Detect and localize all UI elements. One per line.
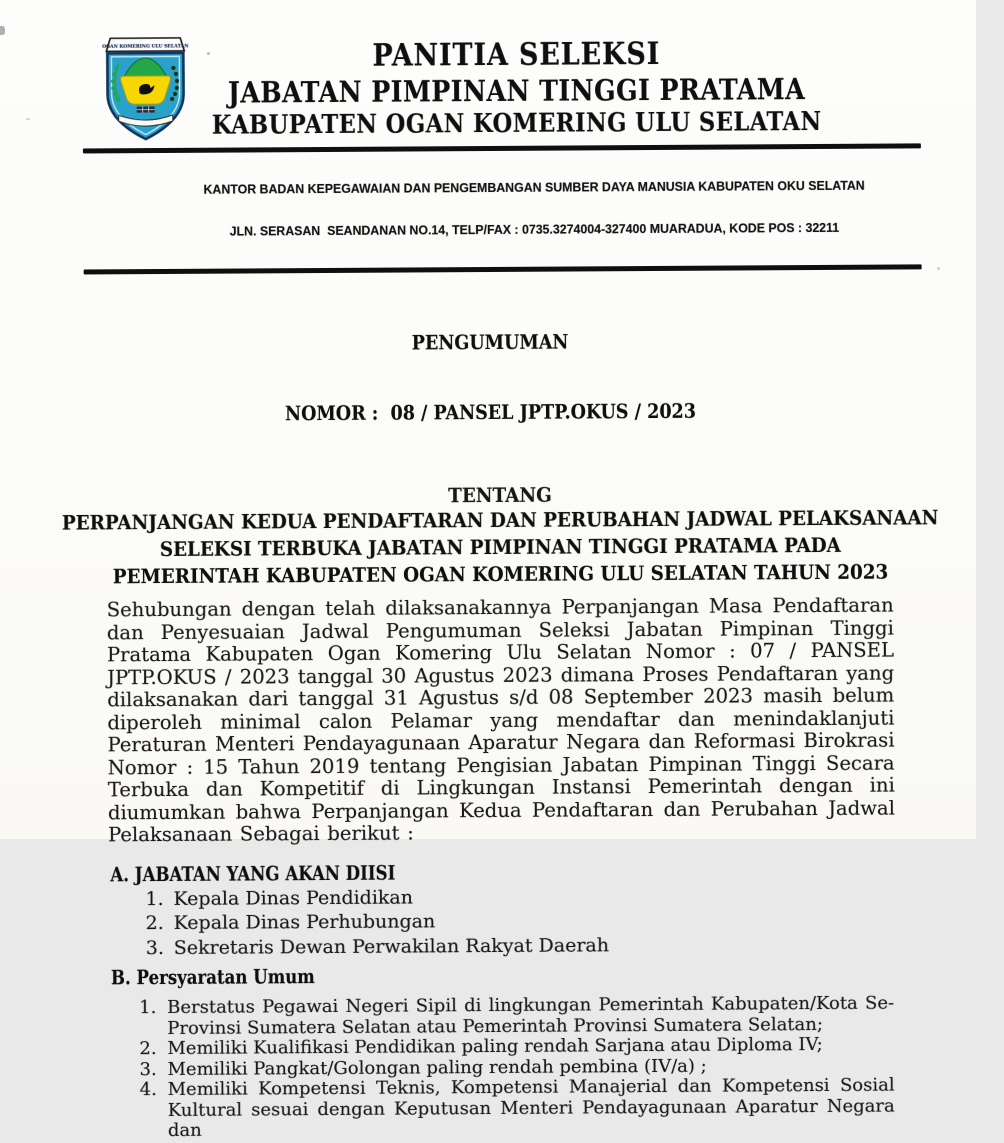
section-a-list: [145, 883, 893, 960]
subject-title: [41, 504, 959, 591]
pengumuman-heading: PENGUMUMAN: [51, 328, 930, 357]
list-item-number: 1.: [139, 998, 167, 1039]
letterhead-title-3: KABUPATEN OGAN KOMERING ULU SELATAN: [92, 106, 941, 141]
list-item-number: 2.: [146, 911, 174, 935]
section-b-heading: B. Persyaratan Umum: [111, 962, 851, 991]
nomor-line: NOMOR : 08 / PANSEL JPTP.OKUS / 2023: [51, 398, 930, 427]
announcement-heading-block: [51, 281, 931, 474]
scan-speckle: [207, 52, 210, 55]
subject-line: PERPANJANGAN KEDUA PENDAFTARAN DAN PERUBAHAN JADWAL PELAKSANAAN: [41, 504, 959, 537]
office-address-line-1: KANTOR BADAN KEPEGAWAIAN DAN PENGEMBANGAN SUMBER DAYA MANUSIA KABUPATEN OKU SELATAN: [71, 178, 998, 198]
list-item: [140, 1076, 895, 1142]
list-item-text: Memiliki Pangkat/Golongan paling rendah pembina (IV/a) ;: [167, 1055, 894, 1080]
list-item-number: 2.: [139, 1039, 167, 1060]
list-item-number: 4.: [140, 1080, 168, 1142]
letterhead: [0, 0, 977, 142]
letterhead-title-2: JABATAN PIMPINAN TINGGI PRATAMA: [92, 71, 941, 111]
list-item-number: 3.: [146, 936, 174, 960]
tentang-label: TENTANG: [41, 481, 959, 510]
list-item-text: Sekretaris Dewan Perwakilan Rakyat Daerah: [174, 931, 894, 960]
scan-speckle: [0, 26, 5, 35]
list-item-number: 3.: [139, 1060, 167, 1081]
office-address: [70, 150, 998, 268]
list-item-number: 1.: [145, 887, 173, 911]
list-item-text: Memiliki Kompetensi Teknis, Kompetensi Manajerial dan Kompetensi Sosial Kultural sesuai dengan Keputusan Menteri Pendayagunaan Aparatur Negara dan: [168, 1076, 895, 1142]
logo-banner-text: OGAN KOMERING ULU SELATAN: [102, 43, 189, 50]
list-item-text: Memiliki Kualifikasi Pendidikan paling rendah Sarjana atau Diploma IV;: [167, 1035, 894, 1060]
list-item-text: Kepala Dinas Perhubungan: [174, 907, 894, 936]
section-a-heading: A. JABATAN YANG AKAN DIISI: [110, 858, 850, 887]
office-address-line-2: JLN. SERASAN SEANDANAN NO.14, TELP/FAX : 0735.3274004-327400 MUARADUA, KODE POS : 32211: [71, 220, 998, 240]
section-b-list: [139, 994, 895, 1142]
subject-line: SELEKSI TERBUKA JABATAN PIMPINAN TINGGI PRATAMA PADA: [42, 531, 960, 564]
scan-speckle: [937, 267, 940, 270]
list-item-text: Berstatus Pegawai Negeri Sipil di lingkungan Pemerintah Kabupaten/Kota Se-Provinsi Sumatera Selatan atau Pemerintah Provinsi Sumatera Selatan;: [167, 994, 894, 1039]
letterhead-title-1: PANITIA SELEKSI: [92, 33, 941, 76]
intro-paragraph: Sehubungan dengan telah dilaksanakannya Perpanjangan Masa Pendaftaran dan Penyesuaian Jadwal Pengumuman Seleksi Jabatan Pimpinan Tinggi Pratama Kabupaten Ogan Komering Ulu Selatan Nomor : 07 / PANSEL JPTP.OKUS / 2023 tanggal 30 Agustus 2023 dimana Proses Pendaftaran yang dilaksanakan dari tanggal 31 Agustus s/d 08 September 2023 masih belum diperoleh minimal calon Pelamar yang mendaftar dan menindaklanjuti Peraturan Menteri Pendayagunaan Aparatur Negara dan Reformasi Birokrasi Nomor : 15 Tahun 2019 tentang Pengisian Jabatan Pimpinan Tinggi Secara Terbuka dan Kompetitif di Lingkungan Instansi Pemerintah dengan ini diumumkan bahwa Perpanjangan Kedua Pendaftaran dan Perubahan Jadwal Pelaksanaan Sebagai berikut :: [107, 595, 895, 847]
list-item-text: Kepala Dinas Pendidikan: [173, 883, 893, 912]
list-item: [146, 931, 894, 960]
subject-line: PEMERINTAH KABUPATEN OGAN KOMERING ULU SELATAN TAHUN 2023: [42, 558, 960, 591]
scan-speckle: [26, 118, 30, 120]
list-item: [139, 994, 894, 1040]
